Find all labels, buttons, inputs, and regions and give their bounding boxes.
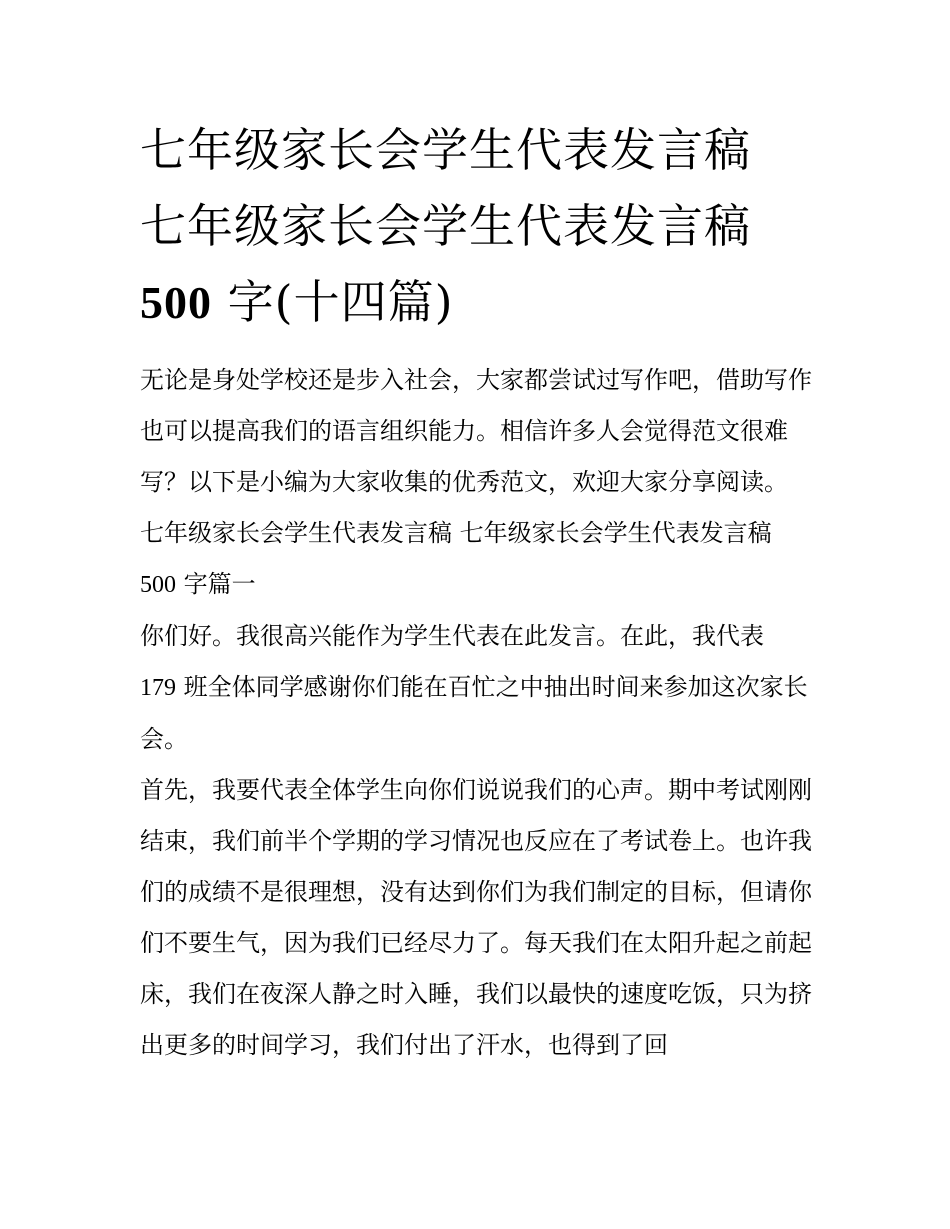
paragraph-1-start: 你们好。我很高兴能作为学生代表在此发言。在此，我代表 bbox=[140, 622, 764, 650]
intro-paragraph: 无论是身处学校还是步入社会，大家都尝试过写作吧，借助写作也可以提高我们的语言组织能力。相信许多人会觉得范文很难写？以下是小编为大家收集的优秀范文，欢迎大家分享阅读。 bbox=[140, 366, 812, 496]
document-body bbox=[140, 355, 820, 1071]
section-heading-text: 七年级家长会学生代表发言稿 七年级家长会学生代表发言稿 bbox=[140, 519, 772, 547]
section-heading-suffix: 字篇一 bbox=[176, 570, 256, 598]
title-line-3: 字(十四篇) bbox=[212, 275, 454, 329]
title-number: 500 bbox=[140, 277, 212, 328]
paragraph-1 bbox=[140, 611, 820, 765]
document-title bbox=[140, 112, 820, 341]
section-heading-number: 500 bbox=[140, 572, 176, 598]
title-line-1: 七年级家长会学生代表发言稿 bbox=[140, 123, 751, 177]
section-heading bbox=[140, 508, 820, 611]
paragraph-1-end: 班全体同学感谢你们能在百忙之中抽出时间来参加这次家长会。 bbox=[140, 673, 808, 753]
paragraph-2: 首先，我要代表全体学生向你们说说我们的心声。期中考试刚刚结束，我们前半个学期的学习情况也反应在了考试卷上。也许我们的成绩不是很理想，没有达到你们为我们制定的目标，但请你们不要生气，因为我们已经尽力了。每天我们在太阳升起之前起床，我们在夜深人静之时入睡，我们以最快的速度吃饭，只为挤出更多的时间学习，我们付出了汗水，也得到了回 bbox=[140, 776, 812, 1059]
title-line-2: 七年级家长会学生代表发言稿 bbox=[140, 199, 751, 253]
class-number: 179 bbox=[140, 675, 176, 701]
